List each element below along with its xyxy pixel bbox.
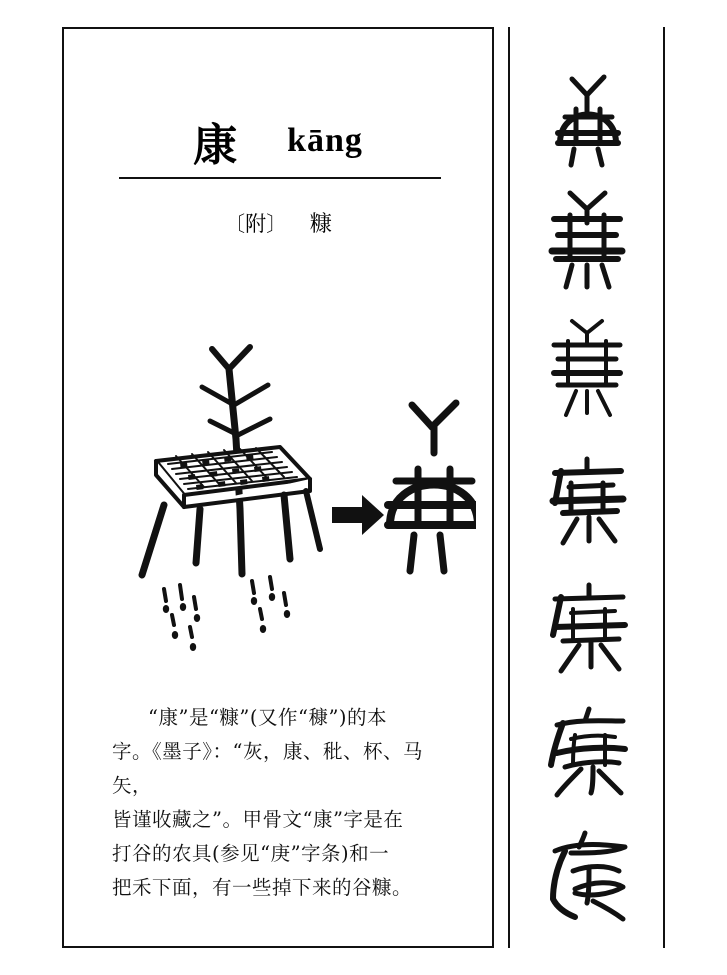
explanation-line: 皆谨收藏之”。甲骨文“康”字是在: [112, 808, 404, 831]
variant-row: [64, 207, 492, 238]
entry-panel: [62, 27, 494, 948]
explanation-line: 打谷的农具(参见“庚”字条)和一: [112, 842, 390, 865]
divider: [119, 177, 441, 179]
explanation-line: 把禾下面，有一些掉下来的谷糠。: [112, 876, 413, 899]
explanation-text: [112, 701, 456, 905]
explanation-line: “康”是“糠”(又作“穅”)的本: [148, 706, 388, 729]
variant-bracket-label: 〔附〕: [224, 212, 288, 236]
oracle-bone-script-kang: [388, 403, 476, 571]
cursive-script-form: [510, 827, 663, 928]
running-script-form: [510, 699, 663, 804]
script-forms-list: [510, 27, 663, 948]
bronze-form: [510, 189, 663, 298]
seal-script-form: [510, 317, 663, 426]
headword-row: [64, 109, 492, 173]
winnowing-tool-with-grain-falling: [142, 347, 320, 651]
variant-character: 糠: [309, 212, 332, 237]
script-forms-panel: [508, 27, 665, 948]
page-title: 康: [193, 120, 240, 171]
pinyin-label: kāng: [287, 122, 363, 159]
clerical-script-form: [510, 445, 663, 554]
illustration: [84, 309, 476, 659]
regular-script-form: [510, 573, 663, 682]
oracle-bone-form: [510, 71, 663, 176]
explanation-line: 字。《墨子》：“灰，康、秕、杯、马矢，: [112, 740, 423, 797]
right-arrow: [332, 495, 384, 535]
